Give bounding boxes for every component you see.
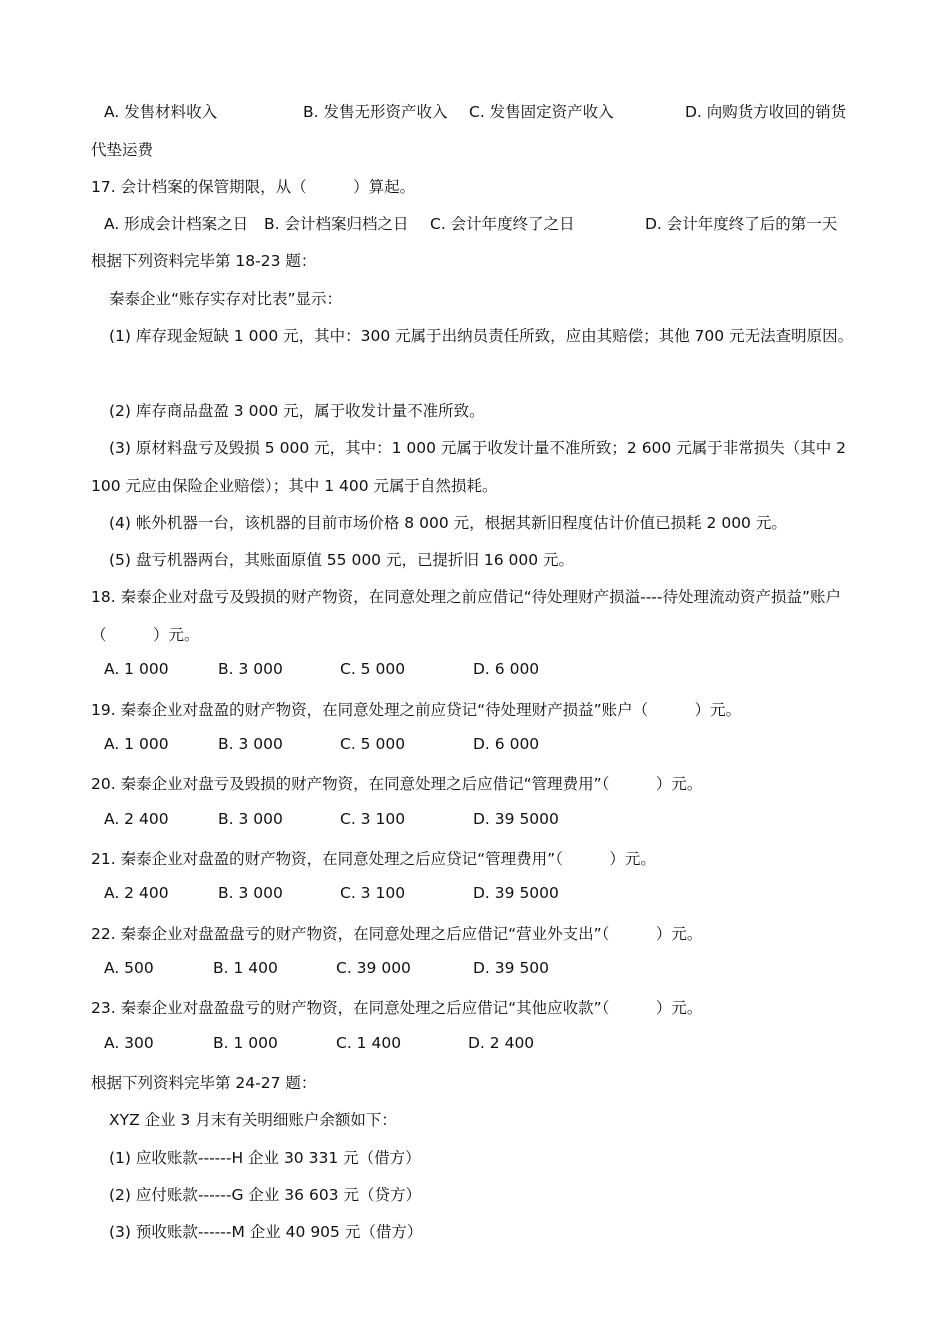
q22-option-b: B. 1 400 (213, 959, 278, 977)
q23-options (0, 1034, 950, 1058)
material2-item3: (3) 预收账款------M 企业 40 905 元（借方） (109, 1223, 423, 1241)
q23-option-b: B. 1 000 (213, 1034, 278, 1052)
q18-option-a: A. 1 000 (104, 660, 169, 678)
q20-option-a: A. 2 400 (104, 810, 169, 828)
q17-stem: 17. 会计档案的保管期限，从（ ）算起。 (91, 178, 416, 196)
q17-option-a: A. 形成会计档案之日 (104, 215, 249, 233)
q16-option-d-continued: 代垫运费 (91, 141, 154, 159)
material2-intro: 根据下列资料完毕第 24-27 题： (91, 1074, 317, 1092)
q22-option-a: A. 500 (104, 959, 154, 977)
material2-item2: (2) 应付账款------G 企业 36 603 元（贷方） (109, 1186, 421, 1204)
q18-option-c: C. 5 000 (340, 660, 406, 678)
q21-stem: 21. 秦泰企业对盘盈的财产物资，在同意处理之后应贷记“管理费用”（ ）元。 (91, 850, 656, 868)
q23-option-c: C. 1 400 (336, 1034, 402, 1052)
q22-stem: 22. 秦泰企业对盘盈盘亏的财产物资，在同意处理之后应借记“营业外支出”（ ）元。 (91, 925, 703, 943)
q17-option-d: D. 会计年度终了后的第一天 (645, 215, 838, 233)
material1-item1: (1) 库存现金短缺 1 000 元，其中：300 元属于出纳员责任所致，应由其赔偿；其他 700 元无法查明原因。 (109, 327, 854, 345)
q19-option-a: A. 1 000 (104, 735, 169, 753)
q19-option-b: B. 3 000 (218, 735, 283, 753)
q20-option-c: C. 3 100 (340, 810, 406, 828)
q17-options (0, 212, 950, 236)
q17-option-b: B. 会计档案归档之日 (264, 215, 409, 233)
q20-option-d: D. 39 5000 (473, 810, 559, 828)
q19-option-c: C. 5 000 (340, 735, 406, 753)
material1-lead: 秦泰企业“账存实存对比表”显示： (109, 290, 343, 308)
material1-intro: 根据下列资料完毕第 18-23 题： (91, 252, 317, 270)
material1-item3: (3) 原材料盘亏及毁损 5 000 元，其中：1 000 元属于收发计量不准所致；2 600 元属于非常损失（其中 2 100 元应由保险企业赔偿）；其中 1 400 元属于自然损耗。 (91, 439, 847, 495)
q19-stem: 19. 秦泰企业对盘盈的财产物资，在同意处理之前应贷记“待处理财产损益”账户（ ）元。 (91, 701, 742, 719)
q21-option-a: A. 2 400 (104, 884, 169, 902)
q18-option-d: D. 6 000 (473, 660, 540, 678)
q19-options (0, 735, 950, 759)
q18-options (0, 660, 950, 684)
q21-option-b: B. 3 000 (218, 884, 283, 902)
q18-option-b: B. 3 000 (218, 660, 283, 678)
q16-option-d: D. 向购货方收回的销货 (685, 103, 847, 121)
q22-option-c: C. 39 000 (336, 959, 411, 977)
q16-option-c: C. 发售固定资产收入 (469, 103, 614, 121)
q16-option-a: A. 发售材料收入 (104, 103, 218, 121)
q22-options (0, 959, 950, 983)
q17-option-c: C. 会计年度终了之日 (430, 215, 575, 233)
q16-option-b: B. 发售无形资产收入 (303, 103, 448, 121)
q21-option-d: D. 39 5000 (473, 884, 559, 902)
q20-stem: 20. 秦泰企业对盘亏及毁损的财产物资，在同意处理之后应借记“管理费用”（ ）元。 (91, 775, 703, 793)
material1-item5: (5) 盘亏机器两台，其账面原值 55 000 元，已提折旧 16 000 元。 (109, 551, 575, 569)
material2-item1: (1) 应收账款------H 企业 30 331 元（借方） (109, 1149, 421, 1167)
q23-stem: 23. 秦泰企业对盘盈盘亏的财产物资，在同意处理之后应借记“其他应收款”（ ）元。 (91, 999, 703, 1017)
q16-options (0, 100, 950, 124)
q20-option-b: B. 3 000 (218, 810, 283, 828)
q19-option-d: D. 6 000 (473, 735, 540, 753)
material2-lead: XYZ 企业 3 月末有关明细账户余额如下： (109, 1111, 397, 1129)
q23-option-d: D. 2 400 (468, 1034, 535, 1052)
q22-option-d: D. 39 500 (473, 959, 550, 977)
q18-stem: 18. 秦泰企业对盘亏及毁损的财产物资，在同意处理之前应借记“待处理财产损溢----待处理流动资产损益”账户（ ）元。 (91, 588, 842, 644)
material1-item2: (2) 库存商品盘盈 3 000 元，属于收发计量不准所致。 (109, 402, 485, 420)
q21-options (0, 884, 950, 908)
material1-item4: (4) 帐外机器一台，该机器的目前市场价格 8 000 元，根据其新旧程度估计价值已损耗 2 000 元。 (109, 514, 787, 532)
q21-option-c: C. 3 100 (340, 884, 406, 902)
q20-options (0, 810, 950, 834)
q23-option-a: A. 300 (104, 1034, 154, 1052)
